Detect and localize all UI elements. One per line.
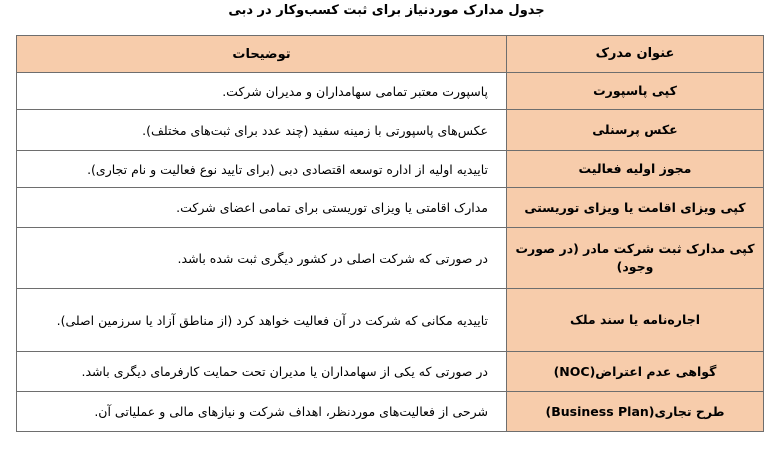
document-title: کپی ویزای اقامت یا ویزای توریستی <box>507 188 764 228</box>
document-title: مجوز اولیه فعالیت <box>507 151 764 188</box>
table-header-row <box>17 36 764 73</box>
table-row <box>17 73 764 110</box>
document-description: شرحی از فعالیت‌های موردنظر، اهداف شرکت و نیازهای مالی و عملیاتی آن. <box>17 392 507 432</box>
document-title: کپی پاسپورت <box>507 73 764 110</box>
table-row <box>17 188 764 228</box>
table-row <box>17 110 764 151</box>
header-description: توضیحات <box>17 36 507 73</box>
table-row <box>17 228 764 289</box>
document-description: پاسپورت معتبر تمامی سهامداران و مدیران شرکت. <box>17 73 507 110</box>
table-row <box>17 289 764 352</box>
table-row <box>17 151 764 188</box>
document-title: کپی مدارک ثبت شرکت مادر (در صورت وجود) <box>507 228 764 289</box>
header-title: عنوان مدرک <box>507 36 764 73</box>
document-title: گواهی عدم اعتراض(NOC) <box>507 352 764 392</box>
document-title: عکس پرسنلی <box>507 110 764 151</box>
documents-table <box>16 35 764 432</box>
document-title: طرح تجاری(Business Plan) <box>507 392 764 432</box>
document-description: تاییدیه اولیه از اداره توسعه اقتصادی دبی (برای تایید نوع فعالیت و نام تجاری). <box>17 151 507 188</box>
document-description: عکس‌های پاسپورتی با زمینه سفید (چند عدد برای ثبت‌های مختلف). <box>17 110 507 151</box>
table-caption: جدول مدارک موردنیاز برای ثبت کسب‌وکار در دبی <box>228 3 545 18</box>
document-title: اجاره‌نامه یا سند ملک <box>507 289 764 352</box>
document-description: در صورتی که یکی از سهامداران یا مدیران تحت حمایت کارفرمای دیگری باشد. <box>17 352 507 392</box>
document-description: در صورتی که شرکت اصلی در کشور دیگری ثبت شده باشد. <box>17 228 507 289</box>
table-row <box>17 392 764 432</box>
document-description: تاییدیه مکانی که شرکت در آن فعالیت خواهد کرد (از مناطق آزاد یا سرزمین اصلی). <box>17 289 507 352</box>
table-row <box>17 352 764 392</box>
document-description: مدارک اقامتی یا ویزای توریستی برای تمامی اعضای شرکت. <box>17 188 507 228</box>
